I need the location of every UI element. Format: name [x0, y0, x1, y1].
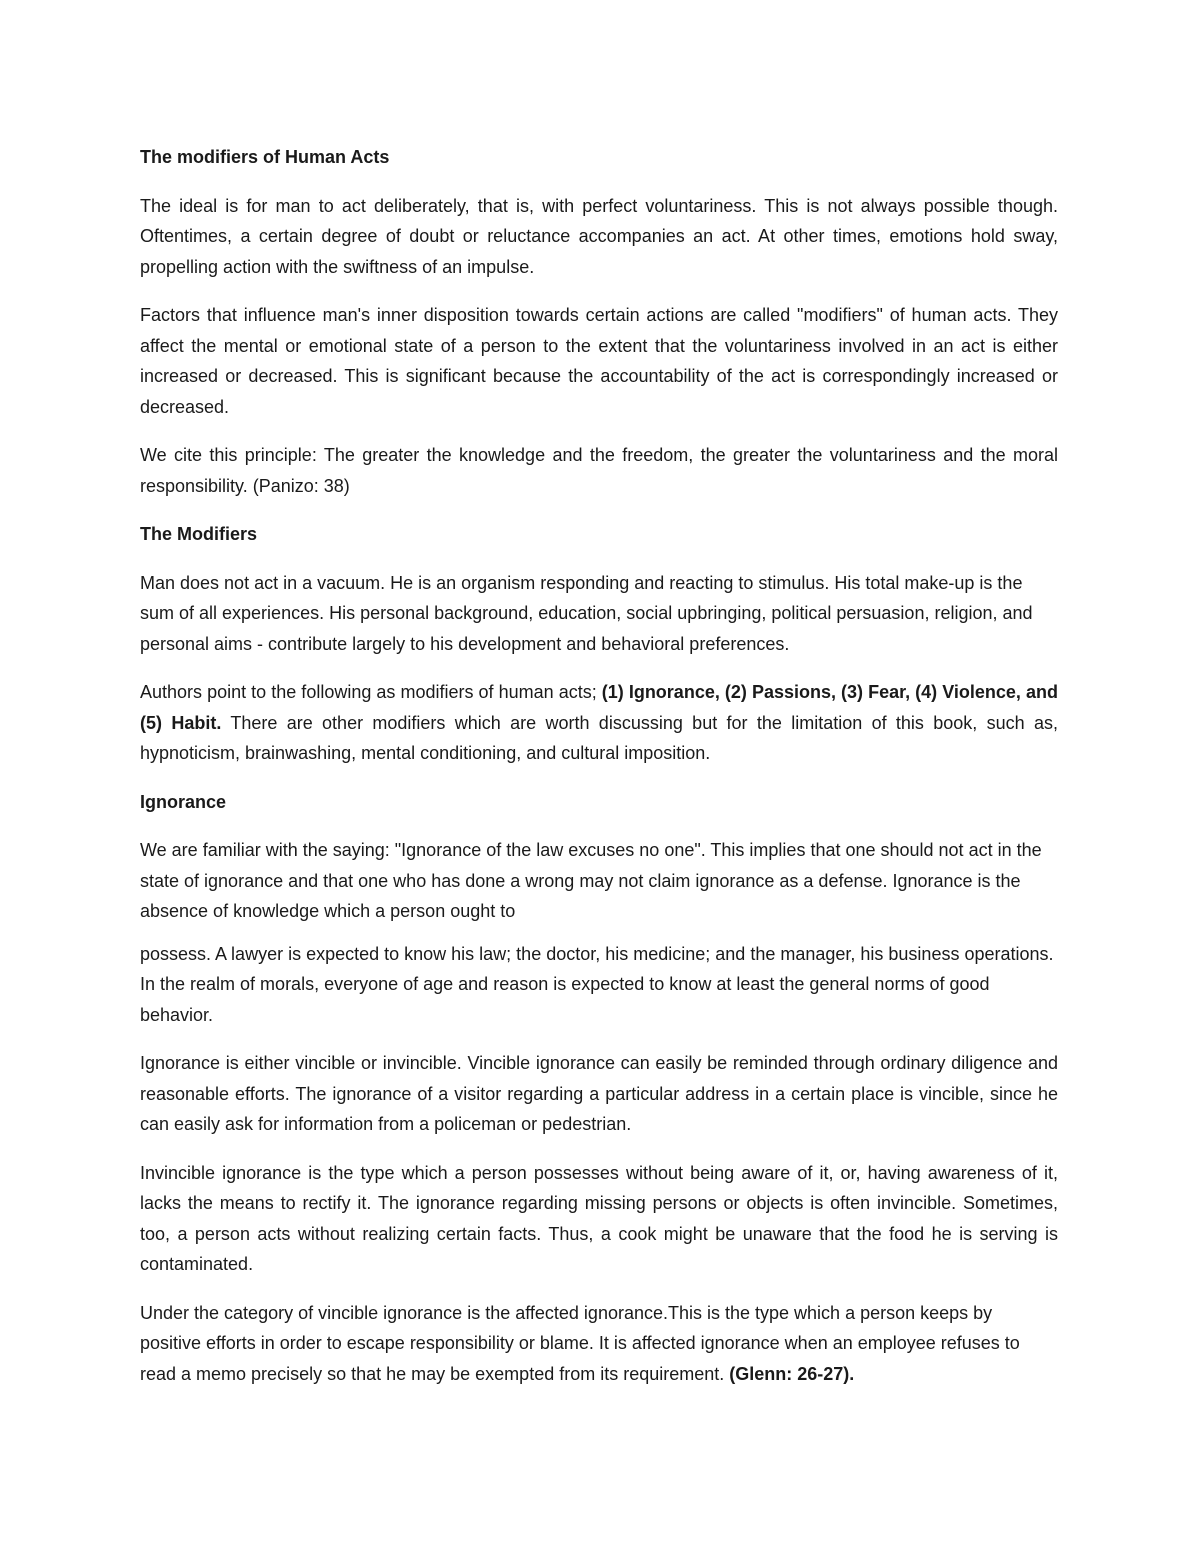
paragraph-modifiers-list [140, 677, 1058, 769]
affected-text: Under the category of vincible ignorance is the affected ignorance.This is the type which a person keeps by positive efforts in order to escape responsibility or blame. It is affected ignorance when an employee refuses to read a memo precisely so that he may be exempted from its requirement. [140, 1302, 1020, 1384]
paragraph-ideal: The ideal is for man to act deliberately, that is, with perfect voluntariness. This is not always possible though. Oftentimes, a certain degree of doubt or reluctance accompanies an act. At other times, emotions hold sway, propelling action with the swiftness of an impulse. [140, 195, 1058, 277]
document-page [140, 142, 1058, 1407]
paragraph-factors: Factors that influence man's inner disposition towards certain actions are called "modifiers" of human acts. They affect the mental or emotional state of a person to the extent that the voluntariness involved in an act is either increased or decreased. This is significant because the accountability of the act is correspondingly increased or decreased. [140, 305, 1058, 417]
modifiers-list-rest: There are other modifiers which are worth discussing but for the limitation of this book, such as, hypnoticism, brainwashing, mental conditioning, and cultural imposition. [140, 712, 1058, 763]
modifiers-list-lead: Authors point to the following as modifiers of human acts; [140, 682, 602, 702]
paragraph-affected [140, 1298, 1058, 1390]
paragraph-principle: We cite this principle: The greater the knowledge and the freedom, the greater the voluntariness and the moral responsibility. (Panizo: 38) [140, 445, 1058, 496]
paragraph-possess: possess. A lawyer is expected to know his law; the doctor, his medicine; and the manager, his business operations. In the realm of morals, everyone of age and reason is expected to know at least the general norms of good behavior. [140, 943, 1054, 1025]
affected-citation: (Glenn: 26-27). [729, 1363, 855, 1384]
paragraph-invincible: Invincible ignorance is the type which a person possesses without being aware of it, or, having awareness of it, lacks the means to rectify it. The ignorance regarding missing persons or objects is often invincible. Sometimes, too, a person acts without realizing certain facts. Thus, a cook might be unaware that the food he is serving is contaminated. [140, 1162, 1058, 1274]
paragraph-saying: We are familiar with the saying: "Ignorance of the law excuses no one". This implies that one should not act in the state of ignorance and that one who has done a wrong may not claim ignorance as a defense. Ignorance is the absence of knowledge which a person ought to [140, 840, 1042, 921]
document-title: The modifiers of Human Acts [140, 147, 390, 167]
section-heading-ignorance: Ignorance [140, 791, 227, 812]
paragraph-vincible: Ignorance is either vincible or invincible. Vincible ignorance can easily be reminded through ordinary diligence and reasonable efforts. The ignorance of a visitor regarding a particular address in a certain place is vincible, since he can easily ask for information from a policeman or pedestrian. [140, 1053, 1058, 1134]
modifiers-list-items: (1) Ignorance, (2) Passions, (3) Fear, (4) Violence, and (5) Habit. [140, 682, 1058, 733]
paragraph-vacuum: Man does not act in a vacuum. He is an organism responding and reacting to stimulus. His total make-up is the sum of all experiences. His personal background, education, social upbringing, political persuasion, religion, and personal aims - contribute largely to his development and behavioral preferences. [140, 572, 1033, 654]
section-heading-modifiers: The Modifiers [140, 524, 258, 544]
